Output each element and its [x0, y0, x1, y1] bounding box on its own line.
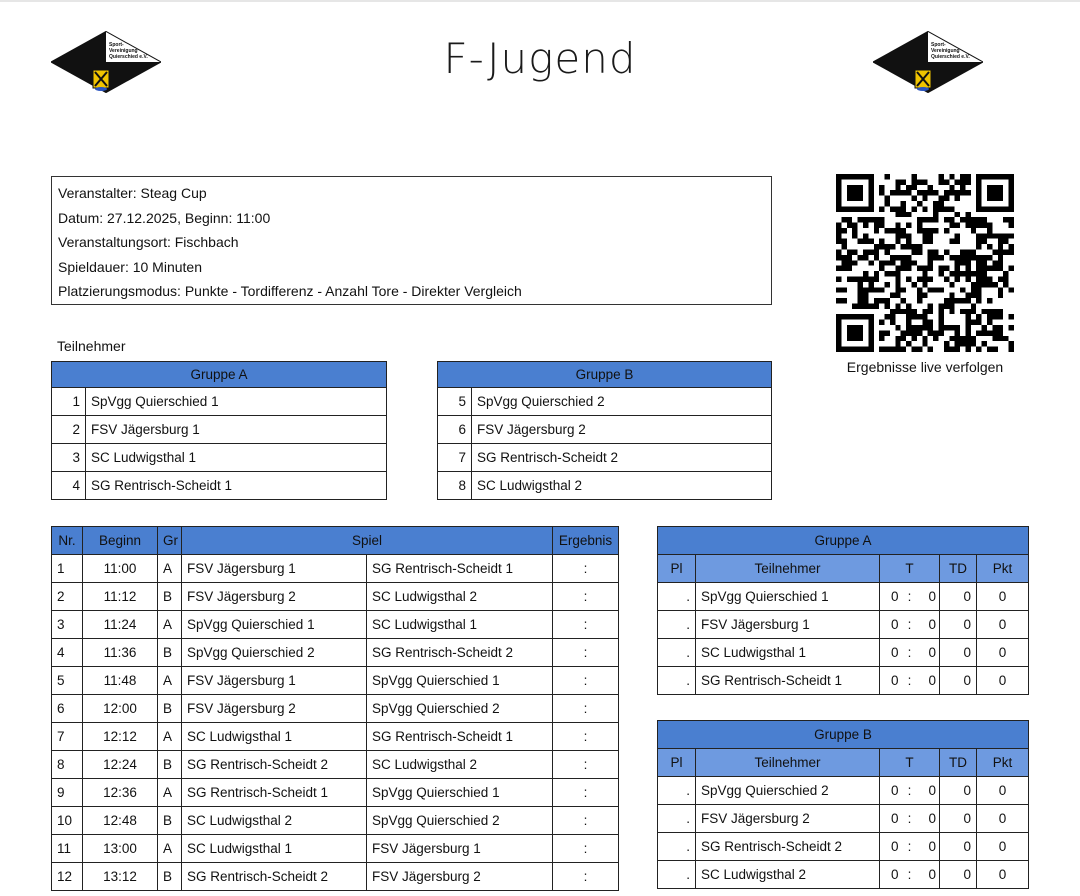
match-group: A [158, 779, 182, 807]
goals-for: 0 [880, 805, 900, 833]
home-team: SpVgg Quierschied 1 [182, 611, 367, 639]
home-team: SC Ludwigsthal 1 [182, 835, 367, 863]
goals-separator: : [900, 805, 920, 833]
place: . [658, 611, 696, 639]
home-team: FSV Jägersburg 2 [182, 695, 367, 723]
match-nr: 4 [52, 639, 83, 667]
away-team: SG Rentrisch-Scheidt 1 [367, 723, 553, 751]
match-time: 12:24 [83, 751, 158, 779]
table-row [52, 555, 619, 583]
col-gr: Gr [158, 527, 182, 555]
goals-for: 0 [880, 639, 900, 667]
match-time: 12:36 [83, 779, 158, 807]
list-item: 3 SC Ludwigsthal 1 [52, 444, 387, 472]
team-name: SC Ludwigsthal 1 [696, 639, 880, 667]
match-nr: 9 [52, 779, 83, 807]
points: 0 [977, 667, 1029, 695]
col-td: TD [940, 749, 977, 777]
away-team: SpVgg Quierschied 2 [367, 807, 553, 835]
points: 0 [977, 611, 1029, 639]
col-t: T [880, 749, 940, 777]
list-item: 6 FSV Jägersburg 2 [438, 416, 772, 444]
team-name: SpVgg Quierschied 1 [86, 388, 387, 416]
place: . [658, 639, 696, 667]
col-pkt: Pkt [977, 749, 1029, 777]
goals-against: 0 [920, 667, 940, 695]
points: 0 [977, 833, 1029, 861]
list-item: 7 SG Rentrisch-Scheidt 2 [438, 444, 772, 472]
table-row [658, 805, 1029, 833]
points: 0 [977, 583, 1029, 611]
team-name: SC Ludwigsthal 1 [86, 444, 387, 472]
info-ort: Veranstaltungsort: Fischbach [58, 234, 239, 250]
match-nr: 12 [52, 863, 83, 891]
goals-for: 0 [880, 667, 900, 695]
team-name: SG Rentrisch-Scheidt 2 [472, 444, 772, 472]
logo-text-line-2: Vereinigung [931, 48, 960, 54]
group-a-header: Gruppe A [52, 362, 387, 388]
col-spiel: Spiel [182, 527, 553, 555]
match-group: A [158, 835, 182, 863]
goals-separator: : [900, 777, 920, 805]
home-team: SG Rentrisch-Scheidt 2 [182, 863, 367, 891]
group-b-header: Gruppe B [438, 362, 772, 388]
match-group: B [158, 863, 182, 891]
col-beginn: Beginn [83, 527, 158, 555]
home-team: SG Rentrisch-Scheidt 2 [182, 751, 367, 779]
match-time: 11:12 [83, 583, 158, 611]
col-pkt: Pkt [977, 555, 1029, 583]
team-name: FSV Jägersburg 2 [696, 805, 880, 833]
team-name: SpVgg Quierschied 2 [696, 777, 880, 805]
table-row [52, 779, 619, 807]
match-time: 13:12 [83, 863, 158, 891]
match-group: B [158, 695, 182, 723]
away-team: SG Rentrisch-Scheidt 2 [367, 639, 553, 667]
match-result[interactable]: : [553, 723, 619, 751]
table-row [52, 751, 619, 779]
goal-difference: 0 [940, 861, 977, 889]
qr-code[interactable] [836, 174, 1014, 352]
home-team: SC Ludwigsthal 2 [182, 807, 367, 835]
home-team: SG Rentrisch-Scheidt 1 [182, 779, 367, 807]
col-teilnehmer: Teilnehmer [696, 555, 880, 583]
team-name: SpVgg Quierschied 2 [472, 388, 772, 416]
col-nr: Nr. [52, 527, 83, 555]
table-row [658, 833, 1029, 861]
list-item: 2 FSV Jägersburg 1 [52, 416, 387, 444]
table-row [658, 777, 1029, 805]
logo-text-line-3: Quierschied e.V. [109, 54, 148, 60]
match-result[interactable]: : [553, 555, 619, 583]
info-spieldauer: Spieldauer: 10 Minuten [58, 258, 202, 275]
info-veranstalter: Veranstalter: Steag Cup [58, 185, 207, 201]
points: 0 [977, 861, 1029, 889]
team-name: FSV Jägersburg 1 [696, 611, 880, 639]
place: . [658, 805, 696, 833]
standings-b-title: Gruppe B [658, 721, 1029, 749]
match-schedule [51, 526, 619, 891]
teilnehmer-label: Teilnehmer [57, 338, 126, 354]
match-time: 13:00 [83, 835, 158, 863]
goals-separator: : [900, 833, 920, 861]
table-row [52, 611, 619, 639]
goals-separator: : [900, 611, 920, 639]
home-team: FSV Jägersburg 1 [182, 667, 367, 695]
match-result[interactable]: : [553, 807, 619, 835]
goal-difference: 0 [940, 583, 977, 611]
goals-against: 0 [920, 611, 940, 639]
col-ergebnis: Ergebnis [553, 527, 619, 555]
points: 0 [977, 777, 1029, 805]
goals-separator: : [900, 583, 920, 611]
goals-for: 0 [880, 861, 900, 889]
match-result[interactable]: : [553, 611, 619, 639]
place: . [658, 861, 696, 889]
col-teilnehmer: Teilnehmer [696, 749, 880, 777]
match-result[interactable]: : [553, 835, 619, 863]
goal-difference: 0 [940, 639, 977, 667]
away-team: SpVgg Quierschied 1 [367, 667, 553, 695]
info-modus: Platzierungsmodus: Punkte - Tordifferenz - Anzahl Tore - Direkter Vergleich [58, 283, 522, 299]
away-team: SC Ludwigsthal 1 [367, 611, 553, 639]
event-info-box [51, 176, 772, 305]
goal-difference: 0 [940, 611, 977, 639]
match-result[interactable]: : [553, 863, 619, 891]
table-row [658, 611, 1029, 639]
list-item: 1 SpVgg Quierschied 1 [52, 388, 387, 416]
match-time: 12:12 [83, 723, 158, 751]
team-name: SC Ludwigsthal 2 [472, 472, 772, 500]
match-nr: 1 [52, 555, 83, 583]
match-time: 11:48 [83, 667, 158, 695]
goals-against: 0 [920, 583, 940, 611]
match-group: A [158, 611, 182, 639]
table-row [658, 861, 1029, 889]
place: . [658, 667, 696, 695]
home-team: SpVgg Quierschied 2 [182, 639, 367, 667]
home-team: FSV Jägersburg 1 [182, 555, 367, 583]
match-group: A [158, 667, 182, 695]
match-group: B [158, 639, 182, 667]
goals-for: 0 [880, 583, 900, 611]
col-td: TD [940, 555, 977, 583]
goal-difference: 0 [940, 833, 977, 861]
place: . [658, 583, 696, 611]
match-result[interactable]: : [553, 583, 619, 611]
goals-against: 0 [920, 639, 940, 667]
qr-caption: Ergebnisse live verfolgen [846, 359, 1004, 375]
match-nr: 7 [52, 723, 83, 751]
standings-a-title: Gruppe A [658, 527, 1029, 555]
goals-for: 0 [880, 833, 900, 861]
points: 0 [977, 805, 1029, 833]
team-name: FSV Jägersburg 2 [472, 416, 772, 444]
table-row [52, 667, 619, 695]
match-time: 11:36 [83, 639, 158, 667]
table-row [658, 583, 1029, 611]
table-row [52, 583, 619, 611]
standings-group-a [657, 526, 1029, 695]
away-team: SC Ludwigsthal 2 [367, 583, 553, 611]
place: . [658, 777, 696, 805]
match-nr: 2 [52, 583, 83, 611]
logo-text-line-1: Sport- [109, 42, 124, 48]
match-group: A [158, 723, 182, 751]
match-result[interactable]: : [553, 695, 619, 723]
top-border [0, 0, 1080, 2]
match-nr: 3 [52, 611, 83, 639]
away-team: SC Ludwigsthal 2 [367, 751, 553, 779]
points: 0 [977, 639, 1029, 667]
col-pl: Pl [658, 749, 696, 777]
place: . [658, 833, 696, 861]
page-title: F-Jugend [443, 34, 637, 83]
match-result[interactable]: : [553, 667, 619, 695]
away-team: SG Rentrisch-Scheidt 1 [367, 555, 553, 583]
match-group: B [158, 807, 182, 835]
team-name: SpVgg Quierschied 1 [696, 583, 880, 611]
team-name: SG Rentrisch-Scheidt 1 [86, 472, 387, 500]
team-name: SG Rentrisch-Scheidt 1 [696, 667, 880, 695]
club-logo-right [873, 31, 983, 93]
away-team: SpVgg Quierschied 2 [367, 695, 553, 723]
match-nr: 11 [52, 835, 83, 863]
goals-separator: : [900, 861, 920, 889]
table-row [52, 835, 619, 863]
goals-separator: : [900, 667, 920, 695]
group-a-participants [51, 361, 387, 500]
logo-text-line-2: Vereinigung [109, 48, 138, 54]
match-time: 12:00 [83, 695, 158, 723]
team-name: FSV Jägersburg 1 [86, 416, 387, 444]
match-nr: 5 [52, 667, 83, 695]
match-result[interactable]: : [553, 639, 619, 667]
home-team: SC Ludwigsthal 1 [182, 723, 367, 751]
goals-separator: : [900, 639, 920, 667]
table-row [52, 639, 619, 667]
away-team: SpVgg Quierschied 1 [367, 779, 553, 807]
goals-for: 0 [880, 611, 900, 639]
match-group: B [158, 583, 182, 611]
list-item: 4 SG Rentrisch-Scheidt 1 [52, 472, 387, 500]
table-row [52, 695, 619, 723]
goal-difference: 0 [940, 805, 977, 833]
list-item: 5 SpVgg Quierschied 2 [438, 388, 772, 416]
goals-against: 0 [920, 861, 940, 889]
table-row [658, 667, 1029, 695]
match-nr: 8 [52, 751, 83, 779]
table-row [52, 863, 619, 891]
col-t: T [880, 555, 940, 583]
logo-text-line-1: Sport- [931, 42, 946, 48]
goals-against: 0 [920, 777, 940, 805]
list-item: 8 SC Ludwigsthal 2 [438, 472, 772, 500]
table-row [658, 639, 1029, 667]
match-group: B [158, 751, 182, 779]
group-b-participants [437, 361, 772, 500]
home-team: FSV Jägersburg 2 [182, 583, 367, 611]
match-nr: 6 [52, 695, 83, 723]
table-row [52, 723, 619, 751]
away-team: FSV Jägersburg 1 [367, 835, 553, 863]
match-nr: 10 [52, 807, 83, 835]
info-datum: Datum: 27.12.2025, Beginn: 11:00 [58, 209, 271, 226]
match-time: 11:24 [83, 611, 158, 639]
match-result[interactable]: : [553, 779, 619, 807]
match-result[interactable]: : [553, 751, 619, 779]
col-pl: Pl [658, 555, 696, 583]
away-team: FSV Jägersburg 2 [367, 863, 553, 891]
goal-difference: 0 [940, 777, 977, 805]
match-group: A [158, 555, 182, 583]
goals-for: 0 [880, 777, 900, 805]
team-name: SG Rentrisch-Scheidt 2 [696, 833, 880, 861]
goals-against: 0 [920, 805, 940, 833]
goals-against: 0 [920, 833, 940, 861]
logo-text-line-3: Quierschied e.V. [931, 54, 970, 60]
team-name: SC Ludwigsthal 2 [696, 861, 880, 889]
table-row [52, 807, 619, 835]
goal-difference: 0 [940, 667, 977, 695]
standings-group-b [657, 720, 1029, 889]
match-time: 11:00 [83, 555, 158, 583]
match-time: 12:48 [83, 807, 158, 835]
